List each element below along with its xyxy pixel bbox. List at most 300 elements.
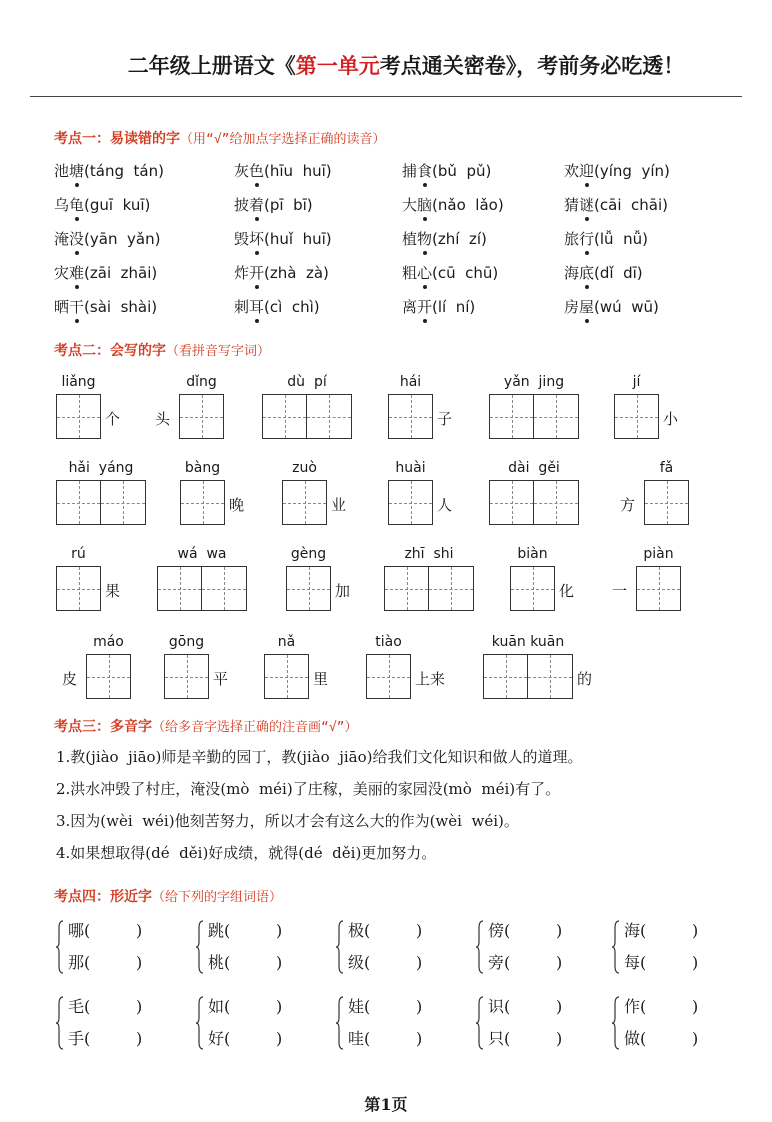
word-blank[interactable] [208, 918, 282, 941]
section-4-heading [54, 886, 282, 906]
writing-row [0, 374, 772, 474]
writing-row [0, 546, 772, 646]
writing-boxes [86, 654, 131, 700]
dotted-char: 开 [249, 264, 265, 282]
reading-item [234, 262, 329, 283]
word-blank[interactable] [624, 1026, 698, 1049]
pinyin-options[interactable]: (sài shài) [84, 298, 158, 316]
writing-boxes [483, 654, 573, 700]
writing-cell[interactable] [179, 394, 224, 439]
writing-cell[interactable] [286, 566, 331, 611]
dotted-char: 难 [69, 264, 85, 282]
reading-item [54, 262, 157, 283]
section-3-heading [54, 716, 357, 736]
pinyin-options[interactable]: (cāi chāi) [594, 196, 668, 214]
base-char: 毛 [68, 997, 85, 1016]
title-divider [30, 96, 742, 97]
base-char: 桃 [208, 953, 225, 972]
word-char: 乌 [54, 196, 70, 214]
dotted-char: 心 [417, 264, 433, 282]
reading-row [54, 262, 754, 286]
dotted-char: 耳 [249, 298, 265, 316]
writing-boxes [614, 394, 659, 440]
given-char-after: 的 [577, 670, 593, 688]
word-char: 大 [402, 196, 418, 214]
brace-icon [196, 996, 204, 1050]
writing-cell[interactable] [388, 480, 433, 525]
writing-cell[interactable] [366, 654, 411, 699]
word-blank[interactable] [488, 918, 562, 941]
word-blank[interactable] [348, 950, 422, 973]
reading-row [54, 194, 754, 218]
answer-parentheses[interactable]: ( ) [224, 953, 283, 972]
section-4-title: 考点四：形近字 [54, 889, 152, 905]
pinyin-grid [489, 374, 579, 442]
writing-cell[interactable] [510, 566, 555, 611]
brace-icon [336, 920, 344, 974]
pinyin-options[interactable]: (zāi zhāi) [84, 264, 158, 282]
reading-item [402, 296, 475, 317]
pinyin-label: fǎ [659, 460, 674, 476]
pinyin-options[interactable]: (cì chì) [264, 298, 320, 316]
pinyin-grid [510, 546, 555, 614]
base-char: 每 [624, 953, 641, 972]
writing-boxes [489, 480, 579, 526]
word-char: 毁 [234, 230, 250, 248]
pinyin-grid [262, 374, 352, 442]
reading-item [54, 160, 164, 181]
pinyin-label: nǎ [277, 634, 296, 650]
answer-parentheses[interactable]: ( ) [640, 1029, 699, 1048]
pinyin-label: bàng [184, 460, 221, 476]
pinyin-grid [56, 460, 146, 528]
dotted-char: 谜 [579, 196, 595, 214]
answer-parentheses[interactable]: ( ) [364, 997, 423, 1016]
pinyin-options[interactable]: (bǔ pǔ) [432, 162, 492, 180]
reading-item [564, 160, 670, 181]
writing-cell[interactable] [489, 394, 534, 439]
word-char: 粗 [402, 264, 418, 282]
answer-parentheses[interactable]: ( ) [84, 953, 143, 972]
base-char: 哇 [348, 1029, 365, 1048]
word-blank[interactable] [68, 1026, 142, 1049]
pinyin-label: piàn [643, 546, 674, 562]
pinyin-grid [86, 634, 131, 702]
polyphone-sentence[interactable]: 4.如果想取得(dé děi)好成绩，就得(dé děi)更加努力。 [56, 844, 437, 862]
brace-icon [612, 920, 620, 974]
answer-parentheses[interactable]: ( ) [84, 1029, 143, 1048]
reading-item [564, 262, 643, 283]
writing-boxes [388, 394, 433, 440]
dotted-char: 没 [69, 230, 85, 248]
writing-boxes [489, 394, 579, 440]
pinyin-options[interactable]: (cū chū) [432, 264, 499, 282]
pinyin-grid [384, 546, 474, 614]
pinyin-options[interactable]: (dǐ dī) [594, 264, 643, 282]
word-blank[interactable] [348, 994, 422, 1017]
writing-boxes [510, 566, 555, 612]
word-blank[interactable] [624, 918, 698, 941]
base-char: 极 [348, 921, 365, 940]
word-blank[interactable] [208, 950, 282, 973]
reading-item [54, 194, 150, 215]
reading-item [54, 296, 157, 317]
brace-icon [56, 920, 64, 974]
reading-item [402, 262, 498, 283]
brace-icon [476, 996, 484, 1050]
pinyin-options[interactable]: (lǚ nǚ) [594, 230, 648, 248]
pinyin-label: zuò [292, 460, 317, 476]
pinyin-options[interactable]: (zhà zà) [264, 264, 329, 282]
writing-cell[interactable] [157, 566, 202, 611]
answer-parentheses[interactable]: ( ) [224, 1029, 283, 1048]
base-char: 旁 [488, 953, 505, 972]
title-part3: 考点通关密卷》，考前务必吃透！ [379, 53, 685, 78]
answer-parentheses[interactable]: ( ) [504, 1029, 563, 1048]
base-char: 级 [348, 953, 365, 972]
dotted-char: 食 [417, 162, 433, 180]
base-char: 手 [68, 1029, 85, 1048]
base-char: 只 [488, 1029, 505, 1048]
word-blank[interactable] [208, 994, 282, 1017]
given-char-after: 果 [105, 582, 121, 600]
pinyin-grid [282, 460, 327, 528]
similar-char-pair [336, 918, 466, 980]
writing-cell[interactable] [644, 480, 689, 525]
pinyin-label: tiào [375, 634, 402, 650]
writing-cell[interactable] [164, 654, 209, 699]
pinyin-options[interactable]: (lí ní) [432, 298, 476, 316]
pinyin-options[interactable]: (yān yǎn) [84, 230, 161, 248]
base-char: 好 [208, 1029, 225, 1048]
writing-cell[interactable] [262, 394, 307, 439]
pinyin-label: zhī shi [404, 546, 454, 562]
title-highlight: 第一单元 [295, 53, 380, 78]
answer-parentheses[interactable]: ( ) [364, 921, 423, 940]
similar-char-pair [56, 918, 186, 980]
word-char: 旅 [564, 230, 580, 248]
dotted-char: 迎 [579, 162, 595, 180]
writing-cell[interactable] [534, 394, 579, 439]
writing-boxes [179, 394, 224, 440]
word-char: 离 [402, 298, 418, 316]
reading-item [402, 228, 487, 249]
writing-row [0, 460, 772, 560]
writing-cell[interactable] [534, 480, 579, 525]
given-char-after: 小 [663, 410, 679, 428]
given-char-after: 平 [213, 670, 229, 688]
word-char: 捕 [402, 162, 418, 180]
pinyin-label: biàn [517, 546, 548, 562]
base-char: 如 [208, 997, 225, 1016]
answer-parentheses[interactable]: ( ) [640, 997, 699, 1016]
section-3-title: 考点三：多音字 [54, 719, 152, 735]
writing-cell[interactable] [282, 480, 327, 525]
writing-cell[interactable] [202, 566, 247, 611]
writing-cell[interactable] [56, 566, 101, 611]
writing-cell[interactable] [56, 394, 101, 439]
word-blank[interactable] [68, 994, 142, 1017]
reading-item [402, 194, 504, 215]
word-char: 灾 [54, 264, 70, 282]
dotted-char: 物 [417, 230, 433, 248]
word-blank[interactable] [488, 994, 562, 1017]
section-1-note: （用“√”给加点字选择正确的读音） [180, 132, 386, 147]
reading-item [234, 194, 313, 215]
dotted-char: 底 [579, 264, 595, 282]
pinyin-label: huài [395, 460, 426, 476]
brace-icon [612, 996, 620, 1050]
writing-cell[interactable] [429, 566, 474, 611]
answer-parentheses[interactable]: ( ) [504, 921, 563, 940]
word-blank[interactable] [488, 950, 562, 973]
answer-parentheses[interactable]: ( ) [504, 997, 563, 1016]
word-blank[interactable] [208, 1026, 282, 1049]
writing-boxes [56, 394, 101, 440]
section-2-title: 考点二：会写的字 [54, 343, 166, 359]
dotted-char: 屋 [579, 298, 595, 316]
writing-cell[interactable] [101, 480, 146, 525]
answer-parentheses[interactable]: ( ) [640, 921, 699, 940]
dotted-char: 塘 [69, 162, 85, 180]
pinyin-options[interactable]: (wú wū) [594, 298, 659, 316]
writing-cell[interactable] [483, 654, 528, 699]
word-blank[interactable] [624, 994, 698, 1017]
pinyin-label: rú [71, 546, 86, 562]
writing-cell[interactable] [388, 394, 433, 439]
polyphone-sentence[interactable]: 2.洪水冲毁了村庄，淹没(mò méi)了庄稼，美丽的家园没(mò méi)有了。 [56, 780, 561, 798]
writing-boxes [286, 566, 331, 612]
writing-cell[interactable] [264, 654, 309, 699]
writing-boxes [56, 566, 101, 612]
base-char: 那 [68, 953, 85, 972]
word-char: 灰 [234, 162, 250, 180]
word-char: 欢 [564, 162, 580, 180]
pinyin-grid [636, 546, 681, 614]
writing-cell[interactable] [489, 480, 534, 525]
answer-parentheses[interactable]: ( ) [364, 953, 423, 972]
writing-cell[interactable] [614, 394, 659, 439]
pinyin-options[interactable]: (guī kuī) [84, 196, 151, 214]
reading-item [564, 296, 659, 317]
word-blank[interactable] [488, 1026, 562, 1049]
writing-boxes [644, 480, 689, 526]
page-title [0, 50, 772, 80]
section-3-note: （给多音字选择正确的注音画“√”） [152, 720, 358, 735]
word-char: 刺 [234, 298, 250, 316]
similar-char-pair [336, 994, 466, 1056]
given-char-before: 一 [612, 582, 628, 600]
pinyin-label: dù pí [287, 374, 327, 390]
writing-cell[interactable] [384, 566, 429, 611]
answer-parentheses[interactable]: ( ) [504, 953, 563, 972]
pinyin-grid [56, 374, 101, 442]
brace-icon [196, 920, 204, 974]
reading-item [564, 228, 648, 249]
writing-cell[interactable] [86, 654, 131, 699]
writing-cell[interactable] [528, 654, 573, 699]
pinyin-label: gōng [168, 634, 205, 650]
section-2-heading [54, 340, 270, 360]
similar-char-pair [196, 994, 326, 1056]
reading-item [564, 194, 668, 215]
dotted-char: 开 [417, 298, 433, 316]
word-char: 炸 [234, 264, 250, 282]
pinyin-grid [264, 634, 309, 702]
pinyin-label: dǐng [186, 374, 217, 390]
section-4-note: （给下列的字组词语） [152, 890, 283, 905]
pinyin-grid [614, 374, 659, 442]
pinyin-grid [157, 546, 247, 614]
section-1-title: 考点一：易读错的字 [54, 131, 180, 147]
word-blank[interactable] [348, 1026, 422, 1049]
writing-boxes [56, 480, 146, 526]
word-char: 猜 [564, 196, 580, 214]
given-char-after: 业 [331, 496, 347, 514]
pinyin-grid [180, 460, 225, 528]
reading-item [234, 228, 332, 249]
answer-parentheses[interactable]: ( ) [84, 997, 143, 1016]
writing-boxes [384, 566, 474, 612]
pinyin-options[interactable]: (hīu huī) [264, 162, 332, 180]
writing-cell[interactable] [180, 480, 225, 525]
word-blank[interactable] [348, 918, 422, 941]
word-char: 池 [54, 162, 70, 180]
writing-boxes [164, 654, 209, 700]
writing-cell[interactable] [307, 394, 352, 439]
pinyin-grid [483, 634, 573, 702]
given-char-after: 化 [559, 582, 575, 600]
given-char-after: 人 [437, 496, 453, 514]
base-char: 跳 [208, 921, 225, 940]
reading-item [402, 160, 491, 181]
pinyin-grid [179, 374, 224, 442]
answer-parentheses[interactable]: ( ) [364, 1029, 423, 1048]
pinyin-grid [164, 634, 209, 702]
base-char: 海 [624, 921, 641, 940]
pinyin-grid [388, 460, 433, 528]
writing-boxes [180, 480, 225, 526]
pinyin-grid [644, 460, 689, 528]
given-char-before: 方 [620, 496, 636, 514]
similar-char-pair [612, 918, 742, 980]
writing-cell[interactable] [636, 566, 681, 611]
writing-cell[interactable] [56, 480, 101, 525]
writing-boxes [366, 654, 411, 700]
section-2-note: （看拼音写字词） [166, 344, 271, 359]
base-char: 识 [488, 997, 505, 1016]
pinyin-label: hǎi yáng [68, 460, 134, 476]
word-char: 淹 [54, 230, 70, 248]
pinyin-grid [56, 546, 101, 614]
similar-char-pair [56, 994, 186, 1056]
pinyin-label: wá wa [177, 546, 227, 562]
word-char: 海 [564, 264, 580, 282]
pinyin-grid [489, 460, 579, 528]
given-char-after: 里 [313, 670, 329, 688]
title-part1: 二年级上册语文《 [127, 53, 296, 78]
pinyin-label: liǎng [61, 374, 96, 390]
given-char-before: 头 [155, 410, 171, 428]
brace-icon [336, 996, 344, 1050]
pinyin-label: dài gěi [508, 460, 560, 476]
writing-boxes [282, 480, 327, 526]
given-char-after: 上来 [415, 670, 446, 688]
base-char: 傍 [488, 921, 505, 940]
writing-boxes [388, 480, 433, 526]
pinyin-label: gèng [290, 546, 327, 562]
writing-boxes [262, 394, 352, 440]
base-char: 作 [624, 997, 641, 1016]
pinyin-label: kuān kuān [491, 634, 565, 650]
writing-boxes [264, 654, 309, 700]
word-blank[interactable] [624, 950, 698, 973]
reading-item [54, 228, 160, 249]
answer-parentheses[interactable]: ( ) [84, 921, 143, 940]
similar-char-pair [476, 918, 606, 980]
dotted-char: 龟 [69, 196, 85, 214]
given-char-after: 个 [105, 410, 121, 428]
pinyin-grid [388, 374, 433, 442]
given-char-after: 子 [437, 410, 453, 428]
word-char: 晒 [54, 298, 70, 316]
brace-icon [56, 996, 64, 1050]
writing-boxes [157, 566, 247, 612]
reading-row [54, 228, 754, 252]
word-blank[interactable] [68, 950, 142, 973]
pinyin-label: hái [399, 374, 422, 390]
dotted-char: 行 [579, 230, 595, 248]
dotted-char: 坏 [249, 230, 265, 248]
page-number: 第1页 [364, 1095, 408, 1114]
base-char: 做 [624, 1029, 641, 1048]
answer-parentheses[interactable]: ( ) [640, 953, 699, 972]
pinyin-options[interactable]: (zhí zí) [432, 230, 487, 248]
given-char-before: 皮 [62, 670, 78, 688]
pinyin-options[interactable]: (pī bī) [264, 196, 313, 214]
pinyin-label: máo [93, 634, 124, 650]
base-char: 娃 [348, 997, 365, 1016]
given-char-after: 加 [335, 582, 351, 600]
similar-char-pair [476, 994, 606, 1056]
dotted-char: 脑 [417, 196, 433, 214]
pinyin-options[interactable]: (huǐ huī) [264, 230, 332, 248]
dotted-char: 色 [249, 162, 265, 180]
given-char-after: 晚 [229, 496, 245, 514]
reading-item [234, 160, 332, 181]
section-1-heading [54, 128, 385, 148]
reading-item [234, 296, 320, 317]
pinyin-options[interactable]: (yíng yín) [594, 162, 670, 180]
pinyin-label: yǎn jing [503, 374, 565, 390]
pinyin-options[interactable]: (táng tán) [84, 162, 164, 180]
word-blank[interactable] [68, 918, 142, 941]
base-char: 哪 [68, 921, 85, 940]
dotted-char: 着 [249, 196, 265, 214]
reading-row [54, 160, 754, 184]
similar-char-pair [612, 994, 742, 1056]
dotted-char: 干 [69, 298, 85, 316]
answer-parentheses[interactable]: ( ) [224, 997, 283, 1016]
word-char: 披 [234, 196, 250, 214]
pinyin-options[interactable]: (nǎo lǎo) [432, 196, 504, 214]
word-char: 植 [402, 230, 418, 248]
polyphone-sentence[interactable]: 3.因为(wèi wéi)他刻苦努力，所以才会有这么大的作为(wèi wéi)。 [56, 812, 519, 830]
writing-boxes [636, 566, 681, 612]
polyphone-sentence[interactable]: 1.教(jiào jiāo)师是辛勤的园丁，教(jiào jiāo)给我们文化知识和做人的道理。 [56, 748, 583, 766]
similar-char-pair [196, 918, 326, 980]
answer-parentheses[interactable]: ( ) [224, 921, 283, 940]
